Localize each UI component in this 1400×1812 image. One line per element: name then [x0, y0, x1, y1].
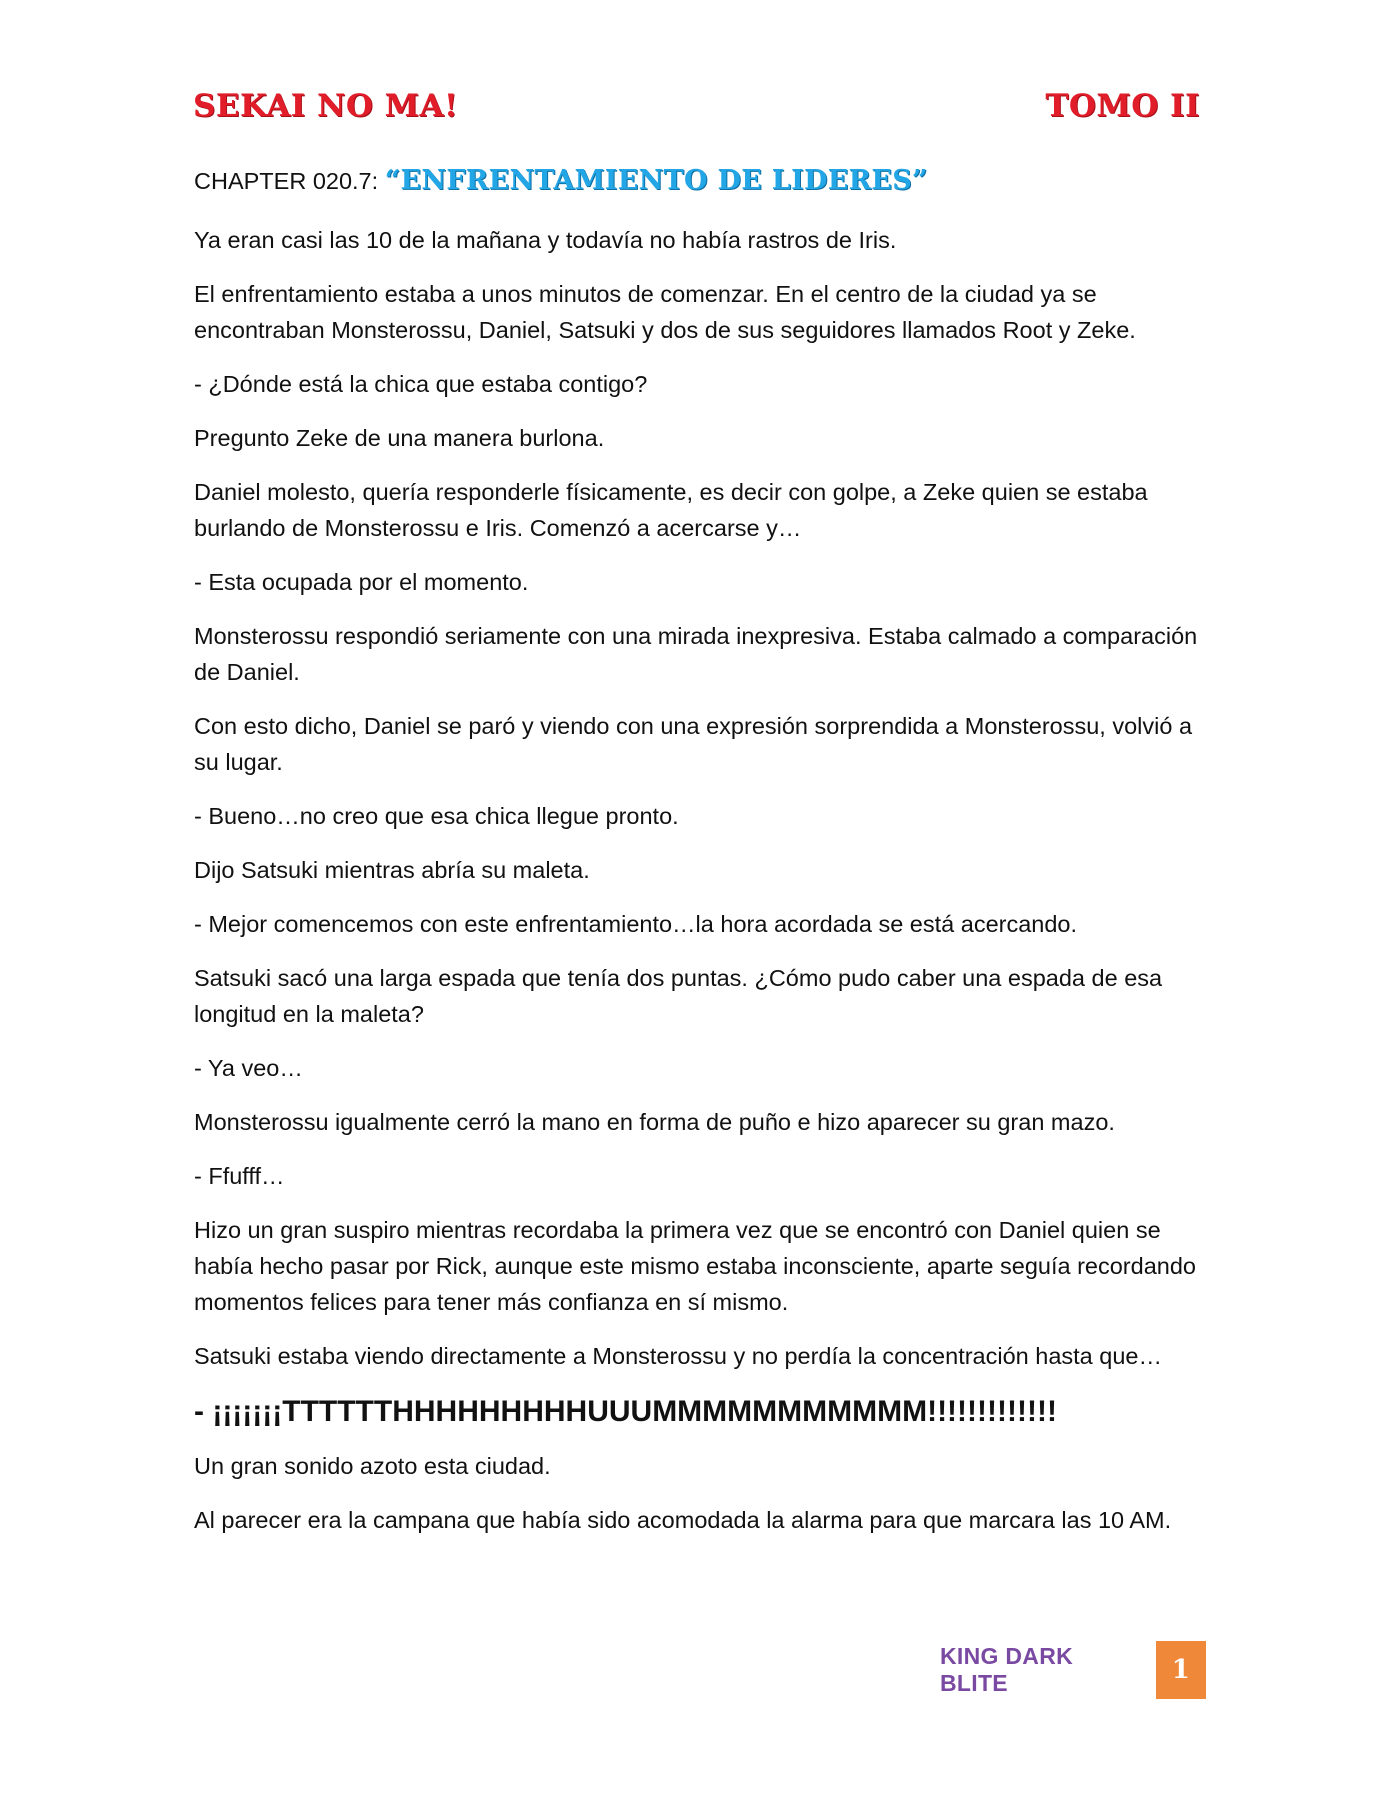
paragraph: - Ya veo…: [194, 1055, 303, 1081]
page-footer: [940, 1640, 1206, 1700]
chapter-label: CHAPTER 020.7:: [194, 168, 385, 194]
paragraph: Un gran sonido azoto esta ciudad.: [194, 1453, 551, 1479]
chapter-heading: [194, 164, 1206, 198]
paragraph: Al parecer era la campana que había sido acomodada la alarma para que marcara las 10 AM.: [194, 1507, 1172, 1533]
chapter-title: “ENFRENTAMIENTO DE LIDERES”: [384, 165, 928, 196]
paragraph: Satsuki sacó una larga espada que tenía dos puntas. ¿Cómo pudo caber una espada de esa longitud en la maleta?: [194, 965, 1163, 1027]
paragraph: - ¿Dónde está la chica que estaba contigo?: [194, 371, 648, 397]
paragraph: Con esto dicho, Daniel se paró y viendo con una expresión sorprendida a Monsterossu, volvió a su lugar.: [194, 713, 1193, 775]
paragraph: Satsuki estaba viendo directamente a Monsterossu y no perdía la concentración hasta que…: [194, 1343, 1162, 1369]
paragraph: Ya eran casi las 10 de la mañana y todavía no había rastros de Iris.: [194, 227, 897, 253]
page-number-badge: [1156, 1641, 1206, 1699]
paragraph: Daniel molesto, quería responderle físicamente, es decir con golpe, a Zeke quien se estaba burlando de Monsterossu e Iris. Comenzó a acercarse y…: [194, 479, 1148, 541]
page-content: [194, 164, 1206, 1556]
shout-line: - ¡¡¡¡¡¡¡TTTTTTHHHHHHHHHUUUMMMMMMMMMMM!!!!!!!!!!!!!: [194, 1395, 1057, 1428]
volume-label: TOMO II: [1045, 88, 1200, 124]
paragraph: Dijo Satsuki mientras abría su maleta.: [194, 857, 590, 883]
author-name: KING DARK BLITE: [940, 1643, 1074, 1696]
page-number: 1: [1171, 1655, 1190, 1685]
paragraph: - Esta ocupada por el momento.: [194, 569, 529, 595]
paragraph: - Bueno…no creo que esa chica llegue pronto.: [194, 803, 679, 829]
page-header: [193, 88, 1200, 124]
paragraph: Hizo un gran suspiro mientras recordaba la primera vez que se encontró con Daniel quien se había hecho pasar por Rick, aunque este mismo estaba inconsciente, aparte seguía recordando momentos felices para tener más confianza en sí mismo.: [194, 1217, 1196, 1315]
paragraph: Monsterossu igualmente cerró la mano en forma de puño e hizo aparecer su gran mazo.: [194, 1109, 1115, 1135]
paragraph: - Mejor comencemos con este enfrentamiento…la hora acordada se está acercando.: [194, 911, 1078, 937]
paragraph: - Ffufff…: [194, 1163, 285, 1189]
paragraph: El enfrentamiento estaba a unos minutos de comenzar. En el centro de la ciudad ya se encontraban Monsterossu, Daniel, Satsuki y dos de sus seguidores llamados Root y Zeke.: [194, 281, 1136, 343]
paragraph: Pregunto Zeke de una manera burlona.: [194, 425, 605, 451]
series-title: SEKAI NO MA!: [193, 88, 459, 124]
paragraph: Monsterossu respondió seriamente con una mirada inexpresiva. Estaba calmado a comparación de Daniel.: [194, 623, 1198, 685]
